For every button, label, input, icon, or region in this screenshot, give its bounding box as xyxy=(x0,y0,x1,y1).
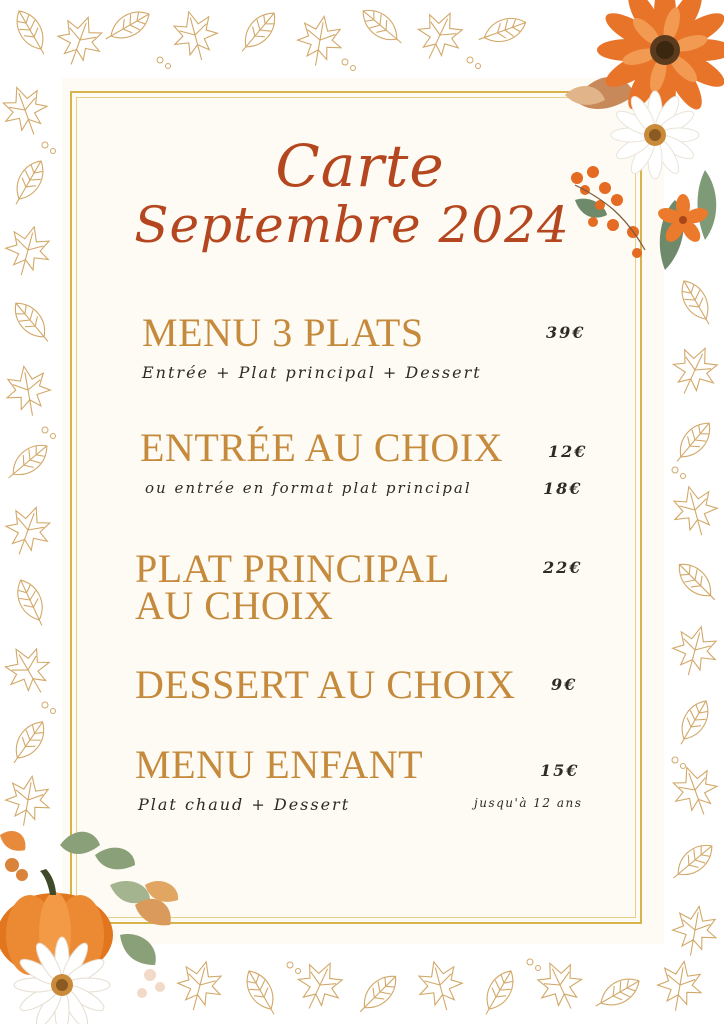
price-entree-plat-format: 18€ xyxy=(543,479,583,498)
price-dessert: 9€ xyxy=(551,675,578,694)
section-title-plat-principal-line2: AU CHOIX xyxy=(135,583,334,628)
sunflower-bouquet-icon xyxy=(555,0,724,290)
price-menu-3-plats: 39€ xyxy=(546,323,586,342)
price-menu-enfant: 15€ xyxy=(540,761,580,780)
price-entree: 12€ xyxy=(548,442,588,461)
note-menu-enfant-age: jusqu'à 12 ans xyxy=(474,796,583,810)
section-title-dessert: DESSERT AU CHOIX xyxy=(135,662,516,707)
section-subtitle-menu-enfant: Plat chaud + Dessert xyxy=(138,795,351,814)
pumpkin-bouquet-icon xyxy=(0,815,190,1024)
section-subtitle-entree: ou entrée en format plat principal xyxy=(145,479,472,497)
price-plat-principal: 22€ xyxy=(543,558,583,577)
menu-title-line1: Carte xyxy=(275,132,445,200)
menu-title-line2: Septembre 2024 xyxy=(134,196,570,254)
section-title-entree: ENTRÉE AU CHOIX xyxy=(140,425,504,470)
section-subtitle-menu-3-plats: Entrée + Plat principal + Dessert xyxy=(142,363,482,382)
section-title-plat-principal-line1: PLAT PRINCIPAL xyxy=(135,546,450,591)
section-title-menu-3-plats: MENU 3 PLATS xyxy=(142,310,424,355)
section-title-menu-enfant: MENU ENFANT xyxy=(135,742,424,787)
